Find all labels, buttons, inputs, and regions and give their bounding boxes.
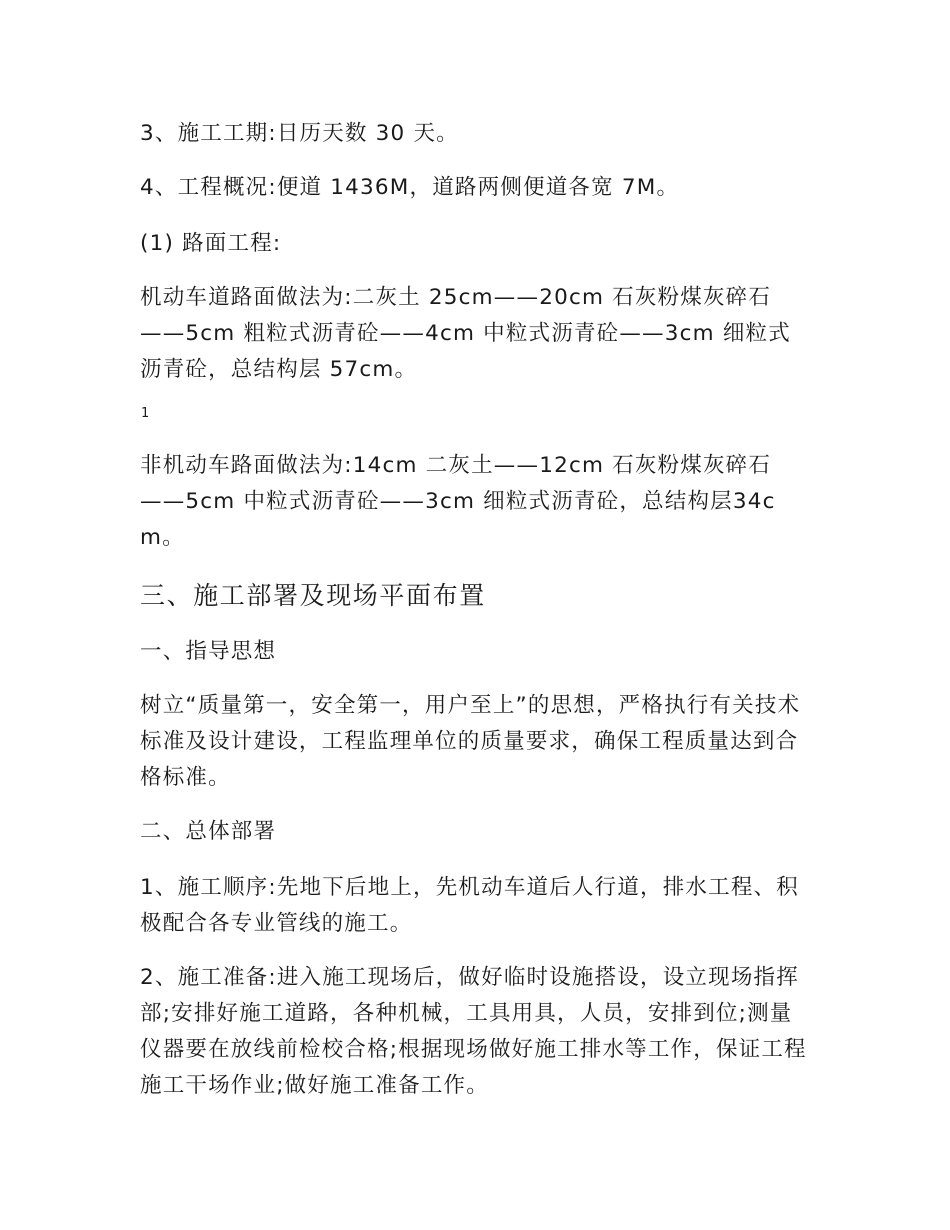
paragraph-construction-period: 3、施工工期:日历天数 30 天。 — [140, 121, 459, 146]
paragraph-motor-lane-method: 机动车道路面做法为:二灰土 25cm——20cm 石灰粉煤灰碎石——5cm 粗粒式沥青砼——4cm 中粒式沥青砼——3cm 细粒式沥青砼，总结构层 57cm。 — [140, 285, 791, 382]
paragraph-pavement-works: (1) 路面工程: — [140, 231, 282, 256]
page-number: 1 — [141, 406, 150, 421]
paragraph-non-motor-lane-method: 非机动车路面做法为:14cm 二灰土——12cm 石灰粉煤灰碎石——5cm 中粒式沥青砼——3cm 细粒式沥青砼，总结构层34cm。 — [140, 453, 776, 550]
subheading-guiding-idea: 一、指导思想 — [140, 639, 277, 664]
paragraph-guiding-idea: 树立“质量第一，安全第一，用户至上”的思想，严格执行有关技术标准及设计建设，工程监理单位的质量要求，确保工程质量达到合格标准。 — [140, 693, 801, 790]
subheading-overall-deployment: 二、总体部署 — [140, 819, 277, 844]
paragraph-construction-preparation: 2、施工准备:进入施工现场后，做好临时设施搭设，设立现场指挥部;安排好施工道路，各种机械，工具用具，人员，安排到位;测量仪器要在放线前检校合格;根据现场做好施工排水等工作，保证工程施工干场作业;做好施工准备工作。 — [140, 965, 807, 1098]
section-heading-deployment: 三、施工部署及现场平面布置 — [140, 581, 486, 610]
paragraph-project-overview: 4、工程概况:便道 1436M，道路两侧便道各宽 7M。 — [140, 175, 680, 200]
paragraph-construction-sequence: 1、施工顺序:先地下后地上，先机动车道后人行道，排水工程、积极配合各专业管线的施工。 — [140, 875, 799, 936]
